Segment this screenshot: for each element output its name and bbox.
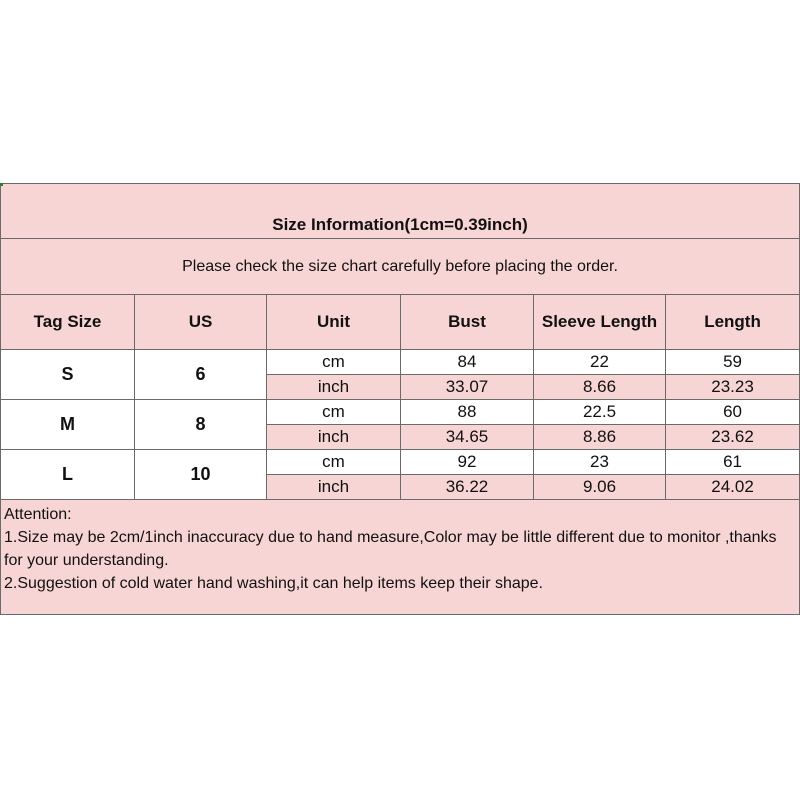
length-cell: 23.62 bbox=[666, 425, 800, 450]
header-unit: Unit bbox=[267, 295, 401, 350]
length-cell: 59 bbox=[666, 350, 800, 375]
unit-cell: inch bbox=[267, 425, 401, 450]
bust-cell: 92 bbox=[401, 450, 534, 475]
header-sleeve-length: Sleeve Length bbox=[534, 295, 666, 350]
unit-cell: inch bbox=[267, 475, 401, 500]
sleeve-cell: 8.86 bbox=[534, 425, 666, 450]
bust-cell: 33.07 bbox=[401, 375, 534, 400]
sleeve-cell: 22 bbox=[534, 350, 666, 375]
notes-heading: Attention: bbox=[4, 506, 72, 523]
notes-line-1: 1.Size may be 2cm/1inch inaccuracy due to hand measure,Color may be little different due to monitor ,thanks for your understanding. bbox=[4, 529, 777, 569]
size-table bbox=[0, 183, 800, 615]
unit-cell: cm bbox=[267, 400, 401, 425]
table-subtitle: Please check the size chart carefully before placing the order. bbox=[1, 239, 800, 295]
tag-size-cell: L bbox=[1, 450, 135, 500]
table-row bbox=[1, 400, 800, 425]
attention-notes bbox=[1, 500, 800, 615]
us-size-cell: 8 bbox=[135, 400, 267, 450]
sleeve-cell: 8.66 bbox=[534, 375, 666, 400]
length-cell: 24.02 bbox=[666, 475, 800, 500]
us-size-cell: 10 bbox=[135, 450, 267, 500]
tag-size-cell: S bbox=[1, 350, 135, 400]
length-cell: 61 bbox=[666, 450, 800, 475]
sleeve-cell: 9.06 bbox=[534, 475, 666, 500]
sleeve-cell: 22.5 bbox=[534, 400, 666, 425]
bust-cell: 88 bbox=[401, 400, 534, 425]
table-title bbox=[1, 184, 800, 239]
header-us: US bbox=[135, 295, 267, 350]
us-size-cell: 6 bbox=[135, 350, 267, 400]
table-row bbox=[1, 350, 800, 375]
header-bust: Bust bbox=[401, 295, 534, 350]
tag-size-cell: M bbox=[1, 400, 135, 450]
length-cell: 23.23 bbox=[666, 375, 800, 400]
bust-cell: 36.22 bbox=[401, 475, 534, 500]
sleeve-cell: 23 bbox=[534, 450, 666, 475]
notes-line-2: 2.Suggestion of cold water hand washing,it can help items keep their shape. bbox=[4, 575, 543, 592]
unit-cell: cm bbox=[267, 450, 401, 475]
title-text: Size Information(1cm=0.39inch) bbox=[272, 215, 528, 234]
unit-cell: inch bbox=[267, 375, 401, 400]
length-cell: 60 bbox=[666, 400, 800, 425]
bust-cell: 34.65 bbox=[401, 425, 534, 450]
size-chart bbox=[0, 183, 799, 616]
table-row bbox=[1, 450, 800, 475]
corner-marker bbox=[0, 183, 3, 186]
header-length: Length bbox=[666, 295, 800, 350]
unit-cell: cm bbox=[267, 350, 401, 375]
bust-cell: 84 bbox=[401, 350, 534, 375]
header-tag-size: Tag Size bbox=[1, 295, 135, 350]
